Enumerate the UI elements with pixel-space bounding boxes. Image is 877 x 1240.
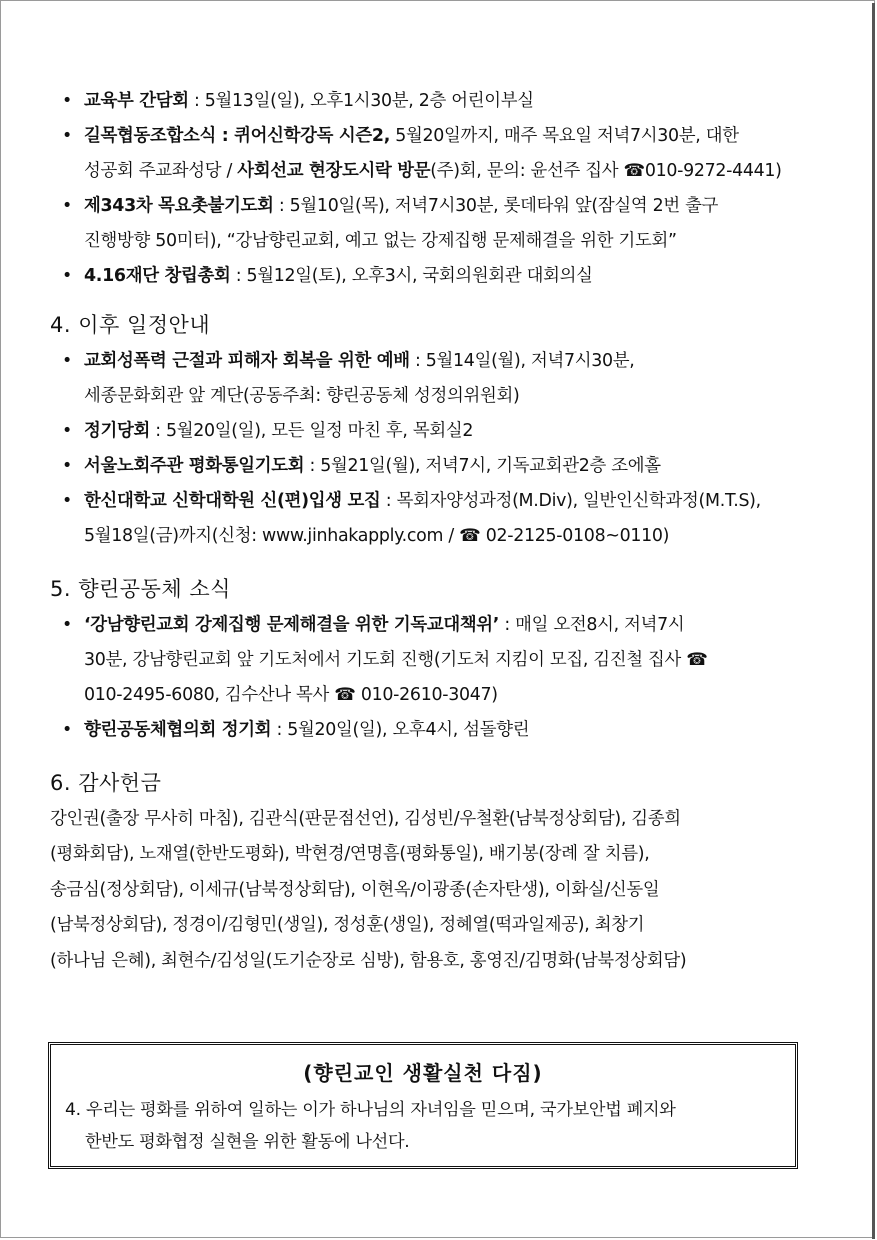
pledge-text: [65, 1094, 781, 1158]
list-item: [50, 484, 795, 554]
item-text: 010-2495-6080, 김수산나 목사: [84, 685, 335, 705]
bullet-mark: •: [62, 456, 72, 476]
bullet-mark: •: [62, 351, 72, 371]
thanks-line: 송금심(정상회담), 이세규(남북정상회담), 이현옥/이광종(손자탄생), 이화실/신동일: [50, 879, 660, 900]
item-continuation: 세종문화회관 앞 계단(공동주최: 향린공동체 성정의위원회): [84, 386, 520, 406]
pledge-line: 한반도 평화협정 실현을 위한 활동에 나선다.: [85, 1132, 410, 1152]
list-item: [50, 713, 795, 748]
thanks-line: 강인권(출장 무사히 마침), 김관식(판문점선언), 김성빈/우철환(남북정상회담), 김종희: [50, 809, 681, 829]
item-label: 길목협동조합소식 : 퀴어신학강독 시즌2,: [84, 126, 391, 146]
list-item: [50, 189, 795, 259]
item-text: 010-9272-4441): [644, 161, 782, 181]
pledge-line: 4. 우리는 평화를 위하여 일하는 이가 하나님의 자녀임을 믿으며, 국가보안법 폐지와: [65, 1100, 676, 1120]
item-continuation: [84, 678, 795, 713]
item-sep: :: [409, 351, 426, 371]
pledge-title: (향린교인 생활실천 다짐): [303, 1061, 543, 1085]
section3-list: [50, 84, 795, 294]
item-label: 서울노회주관 평화통일기도회: [84, 456, 305, 476]
bulletin-content: [50, 84, 795, 979]
phone-icon: ☎: [459, 526, 481, 546]
thanks-line: (평화회담), 노재열(한반도평화), 박현경/연명흠(평화통일), 배기봉(장례 잘 치름),: [50, 844, 650, 865]
section4-list: [50, 344, 795, 554]
item-label: 교육부 간담회: [84, 91, 189, 111]
list-item: [50, 414, 795, 449]
item-text: 30분, 강남향린교회 앞 기도처에서 기도회 진행(기도처 지킴이 모집, 김진철 집사: [84, 650, 687, 670]
item-label: ‘강남향린교회 강제집행 문제해결을 위한 기독교대책위’: [84, 615, 500, 635]
section-title: 4. 이후 일정안내: [50, 313, 211, 337]
list-item: [50, 449, 795, 484]
item-text: 성공회 주교좌성당 /: [84, 161, 238, 181]
bullet-mark: •: [62, 196, 72, 216]
item-text: 5월20일(일), 모든 일정 마친 후, 목회실2: [166, 421, 474, 441]
thanks-line: (남북정상회담), 정경이/김형민(생일), 정성훈(생일), 정혜열(떡과일제공), 최창기: [50, 915, 645, 936]
bullet-mark: •: [62, 491, 72, 511]
item-text: 매일 오전8시, 저녁7시: [515, 615, 685, 635]
item-sep: :: [380, 491, 397, 511]
item-label: 제343차 목요촛불기도회: [84, 196, 274, 216]
item-text: (주)회, 문의: 윤선주 집사: [430, 161, 624, 181]
thanks-offering-list: [50, 802, 795, 979]
item-text: 5월18일(금)까지(신청: www.jinhakapply.com /: [84, 526, 460, 546]
item-label: 사회선교 현장도시락 방문: [237, 161, 431, 181]
section-title: 5. 향린공동체 소식: [50, 577, 231, 601]
item-sep: :: [150, 421, 167, 441]
item-text: 010-2610-3047): [360, 685, 498, 705]
item-continuation: [84, 154, 795, 189]
item-label: 정기당회: [84, 421, 150, 441]
item-text: 5월12일(토), 오후3시, 국회의원회관 대회의실: [246, 266, 593, 286]
item-sep: :: [499, 615, 516, 635]
item-text: 02-2125-0108~0110): [485, 526, 670, 546]
list-item: [50, 608, 795, 713]
item-continuation: [84, 519, 795, 554]
item-sep: :: [304, 456, 321, 476]
phone-icon: ☎: [623, 161, 645, 181]
bullet-mark: •: [62, 126, 72, 146]
item-text: 5월13일(일), 오후1시30분, 2층 어린이부실: [204, 91, 534, 111]
phone-icon: ☎: [686, 650, 708, 670]
list-item: [50, 344, 795, 414]
item-text: 5월21일(월), 저녁7시, 기독교회관2층 조에홀: [320, 456, 661, 476]
item-sep: :: [230, 266, 247, 286]
bullet-mark: •: [62, 266, 72, 286]
list-item: [50, 259, 795, 294]
list-item: [50, 84, 795, 119]
item-label: 교회성폭력 근절과 피해자 회복을 위한 예배: [84, 351, 410, 371]
phone-icon: ☎: [334, 685, 356, 705]
section5-list: [50, 608, 795, 748]
item-continuation: 진행방향 50미터), “강남향린교회, 예고 없는 강제집행 문제해결을 위한 기도회”: [84, 231, 677, 251]
item-continuation: [84, 643, 795, 678]
item-text: 5월10일(목), 저녁7시30분, 롯데타워 앞(잠실역 2번 출구: [289, 196, 719, 216]
item-label: 향린공동체협의회 정기회: [84, 720, 272, 740]
item-label: 4.16재단 창립총회: [84, 266, 231, 286]
thanks-line: (하나님 은혜), 최현수/김성일(도기순장로 심방), 함용호, 홍영진/김명화(남북정상회담): [50, 950, 687, 971]
item-text: 5월20일(일), 오후4시, 섬돌향린: [287, 720, 530, 740]
list-item: [50, 119, 795, 189]
bullet-mark: •: [62, 91, 72, 111]
item-sep: :: [271, 720, 288, 740]
bullet-mark: •: [62, 421, 72, 441]
bullet-mark: •: [62, 615, 72, 635]
item-label: 한신대학교 신학대학원 신(편)입생 모집: [84, 491, 381, 511]
item-text: 목회자양성과정(M.Div), 일반인신학과정(M.T.S),: [396, 491, 761, 511]
item-sep: :: [188, 91, 205, 111]
section-title: 6. 감사헌금: [50, 771, 162, 795]
item-sep: :: [273, 196, 290, 216]
pledge-box: [48, 1042, 798, 1169]
item-text: 5월14일(월), 저녁7시30분,: [425, 351, 635, 371]
bullet-mark: •: [62, 720, 72, 740]
item-text: 5월20일까지, 매주 목요일 저녁7시30분, 대한: [395, 126, 739, 146]
